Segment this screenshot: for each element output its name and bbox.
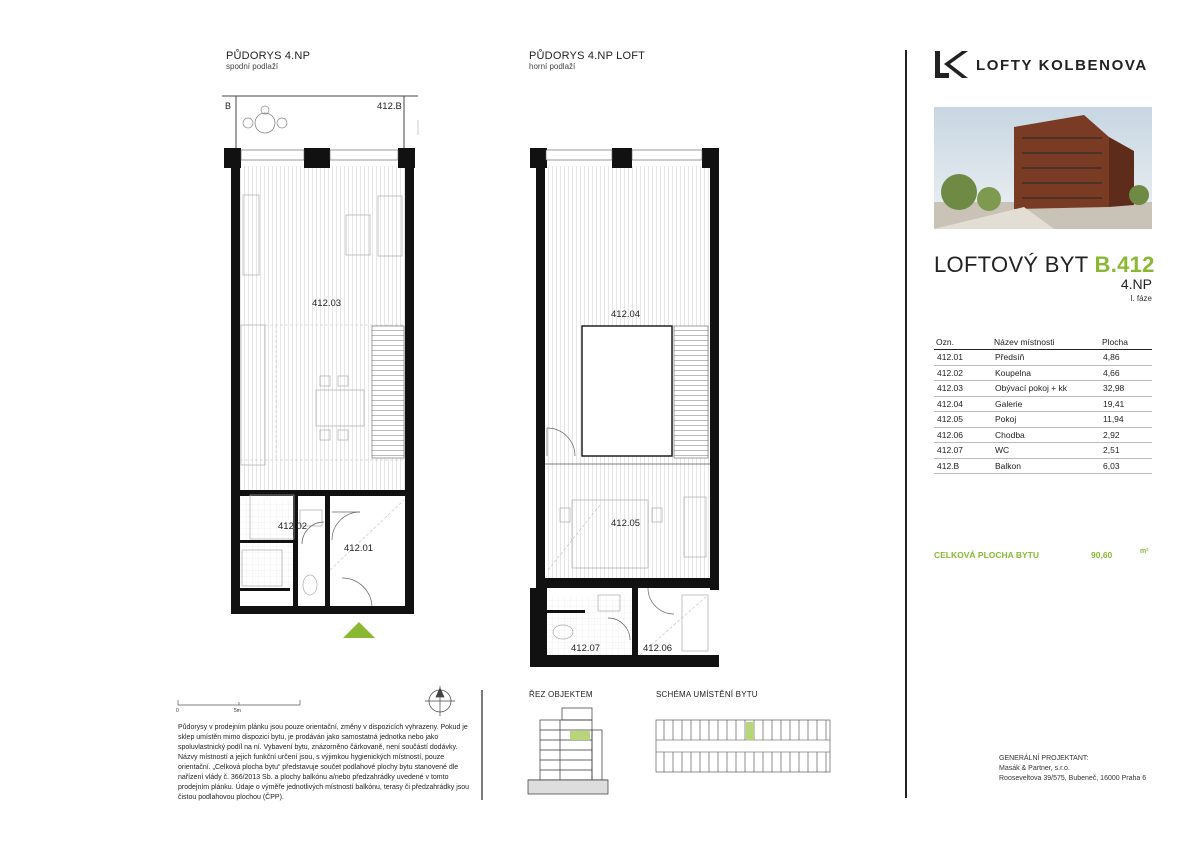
total-area-unit: m² <box>1140 548 1149 555</box>
location-schema-drawing <box>656 720 830 772</box>
table-row <box>934 350 1152 366</box>
room-code: 412.01 <box>934 350 992 366</box>
room-area: 2,51 <box>1100 443 1152 459</box>
room-code: 412.05 <box>934 412 992 428</box>
room-area: 6,03 <box>1100 458 1152 474</box>
designer-address: Rooseveltova 39/575, Bubeneč, 16000 Praha 6 <box>999 775 1147 782</box>
entrance-arrow <box>343 622 375 638</box>
room-area: 11,94 <box>1100 412 1152 428</box>
brand-logo <box>934 50 1148 80</box>
room-code: 412.07 <box>934 443 992 459</box>
room-name: Pokoj <box>992 412 1100 428</box>
panel-divider <box>905 50 907 798</box>
room-label-corridor: 412.06 <box>643 643 673 654</box>
unit-title <box>934 252 1155 278</box>
room-code: 412.06 <box>934 427 992 443</box>
lower-plan-title: PŮDORYS 4.NP <box>226 50 311 62</box>
room-label-wc: 412.07 <box>571 643 601 654</box>
designer-heading: GENERÁLNÍ PROJEKTANT: <box>999 755 1089 762</box>
table-row <box>934 458 1152 474</box>
total-area-label: CELKOVÁ PLOCHA BYTU <box>934 550 1039 560</box>
scale-start-label: 0 <box>176 708 179 714</box>
room-name: Obývací pokoj + kk <box>992 381 1100 397</box>
scale-mid-label: 5m <box>234 708 241 714</box>
room-label-gallery: 412.04 <box>611 309 641 320</box>
upper-plan-title: PŮDORYS 4.NP LOFT <box>529 50 646 62</box>
building-section-drawing <box>528 708 608 794</box>
lower-floor-plan <box>222 96 418 638</box>
unit-title-prefix: LOFTOVÝ BYT <box>934 252 1095 277</box>
room-area: 32,98 <box>1100 381 1152 397</box>
section-title: ŘEZ OBJEKTEM <box>529 690 593 699</box>
room-area: 4,66 <box>1100 365 1152 381</box>
rooms-table <box>934 336 1152 474</box>
lower-plan-subtitle: spodní podlaží <box>226 62 279 71</box>
upper-plan-subtitle: horní podlaží <box>529 62 576 71</box>
upper-floor-plan <box>530 148 719 667</box>
designer-info <box>999 754 1146 784</box>
header-code: Ozn. <box>934 336 992 350</box>
neighbour-balcony-label: B <box>225 101 232 111</box>
room-name: Chodba <box>992 427 1100 443</box>
table-row <box>934 396 1152 412</box>
floor-label: 4.NP <box>1120 276 1152 292</box>
room-area: 2,92 <box>1100 427 1152 443</box>
lk-logo-icon <box>934 50 970 80</box>
phase-label: I. fáze <box>1130 294 1152 303</box>
room-name: Balkon <box>992 458 1100 474</box>
table-row <box>934 381 1152 397</box>
room-code: 412.B <box>934 458 992 474</box>
room-label-bath: 412.02 <box>278 521 308 532</box>
header-area: Plocha <box>1100 336 1152 350</box>
table-row <box>934 365 1152 381</box>
building-render-image <box>934 107 1152 229</box>
room-name: WC <box>992 443 1100 459</box>
balcony-label: 412.B <box>377 101 402 112</box>
room-name: Koupelna <box>992 365 1100 381</box>
room-code: 412.04 <box>934 396 992 412</box>
table-row <box>934 443 1152 459</box>
designer-company: Masák & Partner, s.r.o. <box>999 765 1070 772</box>
room-area: 19,41 <box>1100 396 1152 412</box>
schema-title: SCHÉMA UMÍSTĚNÍ BYTU <box>656 690 758 699</box>
header-name: Název místnosti <box>992 336 1100 350</box>
brand-name: LOFTY KOLBENOVA <box>976 56 1148 74</box>
table-row <box>934 427 1152 443</box>
disclaimer-text: Půdorysy v prodejním plánku jsou pouze orientační, změny v dispozicích vyhrazeny. Pokud je sklep umístěn mimo dispozici bytu, je prodáván jako samostatná jednotka nebo jako spoluvlastnický podíl na ní. Vybavení bytu, znázorněno čárkovaně, není součástí dodávky. Názvy místností a jejich funkční určení jsou, s výjimkou hygienických místností, pouze orientační. „Celková plocha bytu“ představuje součet podlahové plochy bytu stanovené dle nařízení vlády č. 366/2013 Sb. a plochy balkónu a/nebo předzahrádky uvedené v tomto prodejním plánku. Údaje o výměře jednotlivých místností balkónu, terasy či předzahrádky jsou čistou podlahovou plochou (ČPP). <box>178 724 470 801</box>
unit-code: B.412 <box>1094 252 1155 277</box>
lower-plan-heading <box>226 50 310 71</box>
north-arrow-icon <box>425 686 455 716</box>
room-label-hall: 412.01 <box>344 543 374 554</box>
room-code: 412.02 <box>934 365 992 381</box>
scale-bar <box>178 700 300 705</box>
room-area: 4,86 <box>1100 350 1152 366</box>
room-name: Předsíň <box>992 350 1100 366</box>
rooms-table-header <box>934 336 1152 350</box>
room-code: 412.03 <box>934 381 992 397</box>
room-label-room: 412.05 <box>611 518 641 529</box>
total-area-value: 90,60 <box>1091 550 1113 560</box>
room-name: Galerie <box>992 396 1100 412</box>
room-label-living: 412.03 <box>312 298 342 309</box>
table-row <box>934 412 1152 428</box>
upper-plan-heading <box>529 50 645 71</box>
